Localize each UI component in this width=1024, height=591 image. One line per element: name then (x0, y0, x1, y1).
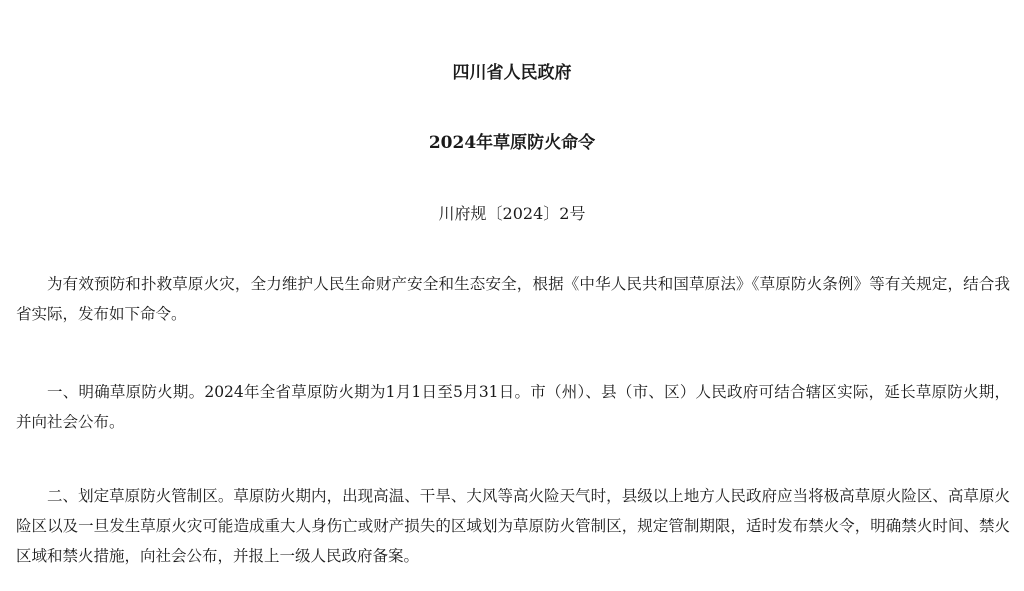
paragraph-intro: 为有效预防和扑救草原火灾，全力维护人民生命财产安全和生态安全，根据《中华人民共和国草原法》《草原防火条例》等有关规定，结合我省实际，发布如下命令。 (16, 275, 1010, 323)
paragraph-section-1: 一、明确草原防火期。2024年全省草原防火期为1月1日至5月31日。市（州）、县（市、区）人民政府可结合辖区实际，延长草原防火期，并向社会公布。 (16, 383, 1010, 431)
document-number: 川府规〔2024〕2号 (438, 204, 586, 223)
paragraph-section-2: 二、划定草原防火管制区。草原防火期内，出现高温、干旱、大风等高火险天气时，县级以上地方人民政府应当将极高草原火险区、高草原火险区以及一旦发生草原火灾可能造成重大人身伤亡或财产损失的区域划为草原防火管制区，规定管制期限，适时发布禁火令，明确禁火时间、禁火区域和禁火措施，向社会公布，并报上一级人民政府备案。 (16, 487, 1010, 565)
issuer-heading: 四川省人民政府 (452, 63, 572, 83)
document-title: 2024年草原防火命令 (428, 133, 596, 153)
